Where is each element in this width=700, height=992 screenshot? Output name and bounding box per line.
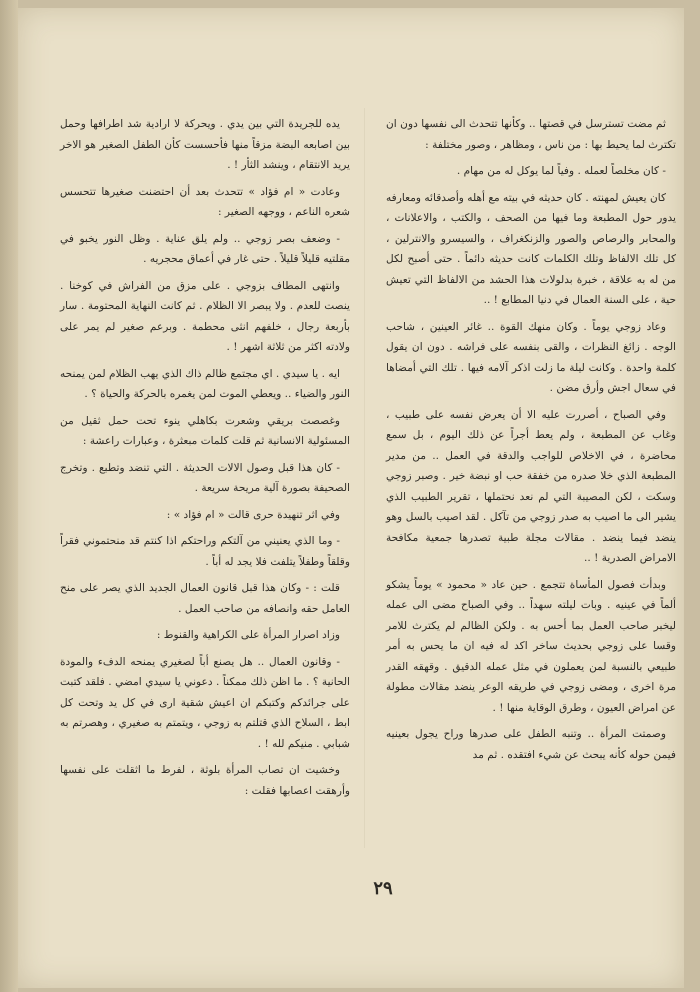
paragraph: قلت : - وكان هذا قبل قانون العمال الجديد الذي يصر على منح العامل حقه وانصافه من صاحب العمل . [60, 582, 350, 615]
paragraph: وفي اثر تنهيدة حرى قالت « ام فؤاد » : [166, 508, 340, 521]
paragraph: وغصصت بريقي وشعرت بكاهلي ينوء تحت حمل ثقيل من المسئولية الانسانية ثم قلت كلمات مبعثرة ، وعبارات راعشة : [60, 414, 350, 447]
paragraph: وعاد زوجي يوماً . وكان منهك القوة .. غائر العينين ، شاحب الوجه . زائغ النظرات ، والقى بنفسه على فراشه . دون ان يقول كلمة واحدة . وكانت ليلة ما زلت اذكر آلامه فيها . تلك التي أمضاها في سعال اجش وأرق مضن . [386, 320, 676, 394]
paragraph: - وضعف بصر زوجي .. ولم يلق عناية . وظل النور يخبو في مقلتيه قليلاً قليلاً . حتى غار في أعماق محجريه . [60, 232, 350, 265]
paragraph: ثم مضت تسترسل في قصتها .. وكأنها تتحدث الى نفسها دون ان تكترث لما يحيط بها : من ناس ، ومظاهر ، وصور مختلفة : [386, 118, 676, 151]
right-text-column [386, 114, 676, 771]
paragraph: وفي الصباح ، أصررت عليه الا أن يعرض نفسه على طبيب ، وغاب عن المطبعة ، ولم يعط أجراً عن ذلك اليوم ، بل سمع محاضرة ، في الاخلاص للواجب والدقة في العمل .. من مدير المطبعة الذي خلا صدره من خفقة حب او نبضة خير . وصبر زوجي وسكت ، لكن المصيبة التي لم نعد نحتملها ، تقرير الطبيب الذي يشير الى ما اصيب به صدر زوجي من تآكل . لقد اصيب بالسل وهو ينضد فيما ينضد . مقالات مجلة طبية تصدرها جمعية مكافحة الامراض الصدرية ! .. [386, 408, 676, 564]
scan-edge [0, 0, 18, 992]
column-gutter [364, 108, 365, 848]
book-page [18, 8, 684, 988]
paragraph: ايه . يا سيدي . اي مجتمع ظالم ذاك الذي يهب الظلام لمن يمنحه النور والضياء .. ويعطي الموت لمن يغمره بالحركة والحياة ؟ . [60, 367, 350, 400]
paragraph: وعادت « ام فؤاد » تتحدث بعد أن احتضنت صغيرها تتحسس شعره الناعم ، ووجهه الصغير : [60, 185, 350, 218]
paragraph: - كان هذا قبل وصول الالات الحديثة . التي تنضد وتطبع . وتخرج الصحيفة بصورة آلية مريحة سريعة . [60, 461, 350, 494]
paragraph: يده للجريدة التي بين يدي . ويحركة لا ارادية شد اطرافها وحمل بين اصابعه البضة مزقاً منها فأحسست كأن الطفل الصغير هو الاخر يريد الانتقام ، وينشد الثأر ! . [60, 118, 350, 171]
paragraph: - كان مخلصاً لعمله . وفياً لما يوكل له من مهام . [456, 165, 666, 177]
page-number: ٢٩ [373, 878, 393, 899]
paragraph: وانتهى المطاف بزوجي . على مزق من الفراش في كوخنا . ينصت للعدم . ولا يبصر الا الظلام . ثم كانت النهاية المحتومة . سار بأربعة رجال ، خلفهم انثى محطمة . وبرعم صغير لم يمر على ولادته اكثر من ثلاثة اشهر ! . [60, 279, 350, 353]
left-text-column [60, 114, 350, 807]
paragraph: وخشيت ان تصاب المرأة بلوثة ، لفرط ما اثقلت على نفسها وأرهقت اعصابها فقلت : [60, 764, 350, 797]
paragraph: - وقانون العمال .. هل يصنع أباً لصغيري يمنحه الدفء والمودة الحانية ؟ . ما اظن ذلك ممكناً . دعوني يا سيدي امضي . فلقد كتبت على جرائدكم وكتبكم ان اعيش شقية ارى في كل يد وتحت كل ابط ، السلاح الذي قتلتم به زوجي ، ويتمتم به صغيري ، وهصرتم به شبابي . منيكم لله ! . [60, 655, 350, 750]
paragraph: - وما الذي يعنيني من آلتكم وراحتكم اذا كنتم قد منحتموني فقراً وقلقاً وطفلاً يتلفت فلا يجد له أباً . [60, 535, 350, 568]
paragraph: وزاد اصرار المرأة على الكراهية والقنوط : [156, 629, 340, 641]
paragraph: وصمتت المرأة .. وتنبه الطفل على صدرها وراح يجول بعينيه فيمن حوله كأنه يبحث عن شيء افتقده . ثم مد [386, 728, 676, 761]
paragraph: كان يعيش لمهنته . كان حديثه في بيته مع أهله وأصدقائه ومعارفه يدور حول المطبعة وما فيها من الصحف ، والكتب ، والاعلانات ، والمحابر والرصاص والصور والزنكغراف ، والسيسرو والانترلين ، كل تلك الالفاظ وتلك الكلمات كانت حديثه دائماً . حتى أصبح لكل من له به علاقة ، خبرة بدلولات هذا الحشد من الالفاظ التي تعيش حية ، على السنة العمال في دنيا المطابع ! .. [386, 191, 676, 306]
paragraph: وبدأت فصول المأساة تتجمع . حين عاد « محمود » يوماً يشكو ألماً في عينيه . وبات ليلته سهداً .. وفي الصباح مضى الى عمله ليخبر صاحب العمل بما أحس به . ولكن الظالم لم يكترث للامر وقسا على زوجي بحديث ساخر اكد له فيه ان ما يحس به أمر طبيعي بالنسبة لمن يعملون في مثل عمله الدقيق . وقهقه القدر مرة اخرى ، ومضى زوجي في طريقه الوعر ينضد مقالات مطولة عن امراض العيون ، وطرق الوقاية منها ! . [386, 578, 676, 714]
